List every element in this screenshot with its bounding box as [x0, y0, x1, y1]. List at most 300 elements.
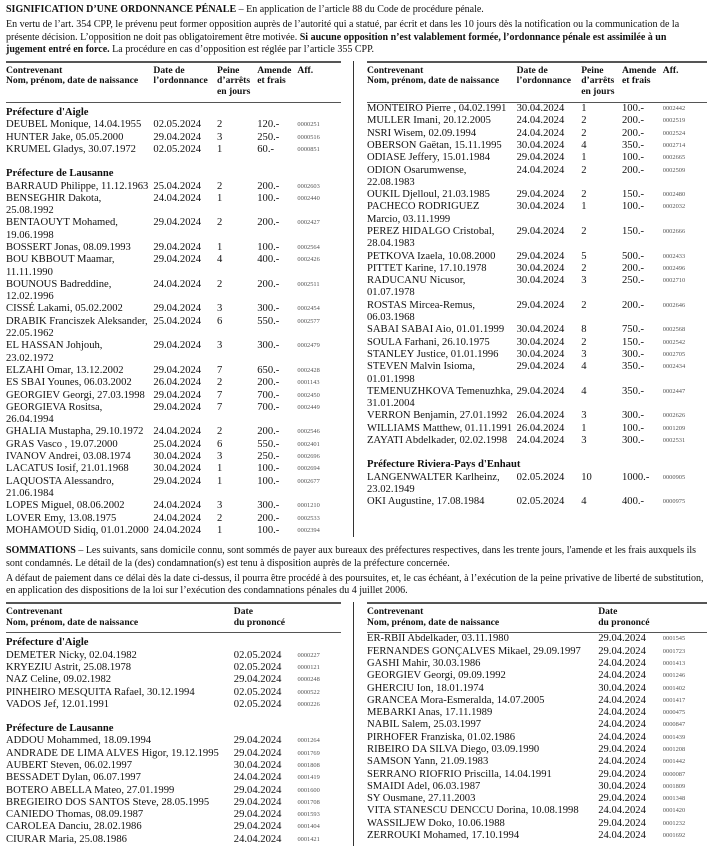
contrevenant-cell: VITA STANESCU DENCCU Dorina, 10.08.1998 [367, 805, 579, 817]
date-cell: 02.05.2024 [233, 649, 282, 661]
table-row [367, 128, 707, 140]
header-date: Date [233, 605, 253, 617]
amende-cell: 200.- [621, 299, 645, 311]
table-row [6, 279, 341, 304]
contrevenant-cell: HUNTER Jake, 05.05.2000 [6, 131, 124, 143]
amende-cell: 550.- [257, 315, 280, 327]
ordonnance-columns [6, 61, 707, 537]
header-date-2: l’ordonnance [516, 75, 571, 87]
peine-cell: 4 [581, 361, 587, 373]
contrevenant-cell: OKI Augustine, 17.08.1984 [367, 496, 485, 508]
table-row [6, 402, 341, 427]
header-nom: Nom, prénom, date de naissance [367, 75, 500, 87]
table-row [6, 254, 341, 279]
table-row [6, 463, 341, 475]
contrevenant-cell: KRUMEL Gladys, 30.07.1972 [6, 143, 136, 155]
contrevenant-cell: OUKIL Djelloul, 21.03.1985 [367, 189, 490, 201]
table-row [367, 152, 707, 164]
date-cell: 02.05.2024 [153, 143, 202, 155]
contrevenant-cell: LANGENWALTER Karlheinz, 23.02.1949 [367, 471, 500, 495]
aff-number: 0002428 [297, 366, 320, 374]
contrevenant-cell: BREGIEIRO DOS SANTOS Steve, 28.05.1995 [6, 796, 210, 808]
table-row [367, 769, 707, 781]
aff-number: 0002705 [662, 350, 686, 358]
contrevenant-cell: GHERCIU Ion, 18.01.1974 [367, 682, 484, 694]
aff-number: 0000851 [297, 145, 320, 153]
prefecture-heading [6, 719, 341, 735]
table-row [6, 426, 341, 438]
contrevenant-cell: ER-RBII Abdelkader, 03.11.1980 [367, 633, 509, 645]
aff-number: 0002480 [662, 191, 686, 199]
table-row [6, 365, 341, 377]
table-row [367, 386, 707, 411]
aff-number: 0002714 [662, 141, 686, 149]
amende-cell: 100.- [257, 463, 280, 475]
contrevenant-cell: AUBERT Steven, 06.02.1997 [6, 760, 132, 771]
contrevenant-cell: DRABIK Franciszek Aleksander, 22.05.1962 [6, 315, 148, 340]
header-contrevenant: Contrevenant [6, 605, 63, 617]
aff-number: 0001692 [662, 832, 686, 840]
amende-cell: 200.- [621, 164, 645, 176]
table-row [367, 251, 707, 263]
amende-cell: 250.- [257, 451, 280, 463]
amende-cell: 550.- [257, 438, 280, 450]
amende-cell: 300.- [621, 435, 645, 447]
header-amende-2: et frais [257, 75, 286, 87]
date-cell: 24.04.2024 [516, 127, 565, 139]
peine-cell: 5 [581, 250, 587, 262]
header-contrevenant: Contrevenant [6, 64, 63, 76]
table-row [367, 732, 707, 744]
aff-number: 0001723 [662, 647, 686, 655]
contrevenant-cell: ZAYATI Abdelkader, 02.02.1998 [367, 435, 508, 447]
table-row [367, 189, 707, 201]
date-cell: 24.04.2024 [153, 278, 202, 290]
amende-cell: 750.- [621, 324, 645, 336]
aff-number: 0002577 [297, 317, 320, 325]
aff-number: 0002426 [297, 256, 320, 264]
amende-cell: 200.- [621, 127, 645, 139]
table-row [367, 658, 707, 670]
peine-cell: 2 [581, 189, 587, 201]
peine-cell: 3 [217, 303, 223, 315]
aff-number: 0001232 [662, 819, 686, 827]
peine-cell: 2 [581, 164, 587, 176]
table-row [367, 744, 707, 756]
contrevenant-cell: BOU KBBOUT Maamar, 11.11.1990 [6, 254, 115, 278]
prefecture-heading [6, 164, 341, 180]
contrevenant-cell: BENTAOUYT Mohamed, 19.06.1998 [6, 217, 118, 241]
date-cell: 30.04.2024 [516, 201, 565, 213]
aff-number: 0001404 [297, 823, 320, 831]
table-row [6, 303, 341, 315]
aff-number: 0002646 [662, 301, 686, 309]
table-row [367, 201, 707, 226]
sommations-text: A défaut de paiement dans ce délai dès la date ci-dessus, il pourra être procédé à des poursuites, et, le cas échéant, à l’exécution de la peine privative de liberté de substitution, en application des dispositions de la loi sur l’exécution des condamnations pénales du 4 juillet 2006. [6, 572, 704, 597]
date-cell: 30.04.2024 [153, 451, 202, 463]
date-cell: 02.05.2024 [153, 119, 202, 131]
contrevenant-cell: GASHI Mahir, 30.03.1986 [367, 657, 481, 669]
contrevenant-cell: WILLIAMS Matthew, 01.11.1991 [367, 422, 513, 434]
table-row [6, 699, 341, 711]
table-row [367, 633, 707, 646]
peine-cell: 6 [217, 438, 223, 450]
peine-cell: 3 [217, 500, 223, 512]
amende-cell: 200.- [257, 278, 280, 290]
contrevenant-cell: GEORGIEV Georgi, 09.09.1992 [367, 670, 506, 682]
contrevenant-cell: MULLER Imani, 20.12.2005 [367, 115, 491, 127]
contrevenant-cell: PINHEIRO MESQUITA Rafael, 30.12.1994 [6, 686, 195, 698]
date-cell: 29.04.2024 [153, 217, 202, 229]
amende-cell: 200.- [257, 512, 280, 524]
aff-number: 0000516 [297, 133, 320, 141]
date-cell: 24.04.2024 [516, 435, 565, 447]
amende-cell: 400.- [621, 496, 645, 508]
contrevenant-cell: NAZ Celine, 09.02.1982 [6, 674, 112, 686]
ordonnance-left-rows [6, 103, 341, 538]
amende-cell: 300.- [621, 348, 645, 360]
date-cell: 24.04.2024 [153, 500, 202, 512]
aff-number: 0001442 [662, 758, 686, 766]
date-cell: 30.04.2024 [233, 760, 282, 771]
amende-cell: 250.- [621, 275, 645, 287]
date-cell: 29.04.2024 [153, 340, 202, 352]
prefecture-name: Préfecture de Lausanne [6, 723, 114, 735]
table-row [367, 805, 707, 817]
contrevenant-cell: SMAIDI Adel, 06.03.1987 [367, 780, 481, 792]
aff-number: 0002546 [297, 428, 320, 436]
contrevenant-cell: ES SBAI Younes, 06.03.2002 [6, 377, 132, 389]
table-row [6, 821, 341, 833]
ordonnance-text: En vertu de l’art. 354 CPP, le prévenu peut former opposition auprès de l’autorité qui a statué, par écrit et dans les 10 jours dès la notification ou la communication de la présente décision. L’opposition ne doit pas obligatoirement être motivée. [6, 19, 680, 43]
contrevenant-cell: PETKOVA Izaela, 10.08.2000 [367, 250, 496, 262]
aff-number: 0002401 [297, 440, 320, 448]
amende-cell: 300.- [257, 500, 280, 512]
table-row [367, 472, 707, 497]
date-cell: 02.05.2024 [233, 698, 282, 710]
peine-cell: 4 [217, 254, 223, 266]
table-row [6, 144, 341, 156]
date-cell: 26.04.2024 [153, 377, 202, 389]
table-row [367, 337, 707, 349]
date-cell: 24.04.2024 [233, 833, 282, 845]
table-row [6, 217, 341, 242]
contrevenant-cell: TEMENUZHKOVA Temenuzhka, 31.01.2004 [367, 385, 513, 410]
contrevenant-cell: VERRON Benjamin, 27.01.1992 [367, 410, 508, 422]
table-row [6, 687, 341, 699]
header-peine-2: d’arrêts [217, 75, 251, 87]
peine-cell: 8 [581, 324, 587, 336]
date-cell: 25.04.2024 [153, 315, 202, 327]
table-row [367, 349, 707, 361]
table-header [6, 603, 341, 633]
date-cell: 30.04.2024 [516, 139, 565, 151]
sommations-title: SOMMATIONS [6, 545, 76, 557]
table-header [367, 62, 707, 103]
aff-number: 0001808 [297, 762, 320, 769]
aff-number: 0002603 [297, 182, 320, 190]
header-contrevenant: Contrevenant [367, 64, 424, 76]
table-row [367, 818, 707, 830]
table-row [6, 834, 341, 846]
peine-cell: 2 [217, 119, 223, 131]
contrevenant-cell: GRAS Vasco , 19.07.2000 [6, 438, 118, 450]
contrevenant-cell: ELZAHI Omar, 13.12.2002 [6, 364, 124, 376]
amende-cell: 300.- [257, 303, 280, 315]
table-row [6, 662, 341, 674]
contrevenant-cell: CISSÉ Lakami, 05.02.2002 [6, 303, 123, 315]
date-cell: 29.04.2024 [598, 633, 646, 645]
peine-cell: 4 [581, 496, 587, 508]
contrevenant-cell: MONTEIRO Pierre , 04.02.1991 [367, 103, 507, 115]
date-cell: 29.04.2024 [233, 674, 282, 686]
contrevenant-cell: ZERROUKI Mohamed, 17.10.1994 [367, 830, 520, 842]
date-cell: 29.04.2024 [516, 152, 565, 164]
contrevenant-cell: NSRI Wisem, 02.09.1994 [367, 127, 477, 139]
table-row [6, 525, 341, 537]
date-cell: 29.04.2024 [598, 768, 646, 780]
aff-number: 0000522 [297, 688, 320, 696]
aff-number: 0001421 [297, 835, 320, 843]
contrevenant-cell: SERRANO RIOFRIO Priscilla, 14.04.1991 [367, 768, 552, 780]
amende-cell: 350.- [621, 361, 645, 373]
contrevenant-cell: SAMSON Yann, 21.09.1983 [367, 756, 489, 768]
aff-number: 0002450 [297, 391, 320, 399]
aff-number: 0001246 [662, 672, 686, 680]
peine-cell: 1 [217, 192, 223, 204]
ordonnance-title-suffix: – En application de l’article 88 du Code de procédure pénale. [236, 4, 484, 15]
contrevenant-cell: STEVEN Malvin Isioma, 01.01.1998 [367, 361, 475, 385]
aff-number: 0001545 [662, 635, 686, 643]
amende-cell: 100.- [257, 524, 280, 536]
table-row [367, 226, 707, 251]
date-cell: 24.04.2024 [153, 192, 202, 204]
section-gap [367, 447, 707, 455]
aff-number: 0002447 [662, 387, 686, 395]
contrevenant-cell: ROSTAS Mircea-Remus, 06.03.1968 [367, 299, 476, 324]
amende-cell: 300.- [621, 410, 645, 422]
amende-cell: 250.- [257, 131, 280, 143]
amende-cell: 200.- [257, 217, 280, 229]
amende-cell: 300.- [257, 340, 280, 352]
peine-cell: 7 [217, 401, 223, 413]
contrevenant-cell: BESSADET Dylan, 06.07.1997 [6, 772, 141, 784]
amende-cell: 200.- [257, 377, 280, 389]
peine-cell: 2 [581, 299, 587, 311]
table-row [6, 772, 341, 784]
peine-cell: 2 [217, 278, 223, 290]
header-amende: Amende [257, 64, 292, 76]
aff-number: 0002626 [662, 412, 686, 420]
aff-number: 0002479 [297, 342, 320, 350]
peine-cell: 1 [217, 475, 223, 487]
peine-cell: 3 [581, 435, 587, 447]
contrevenant-cell: SY Ousmane, 27.11.2003 [367, 793, 476, 805]
table-row [367, 695, 707, 707]
aff-number: 0001708 [297, 798, 320, 806]
contrevenant-cell: VADOS Jef, 12.01.1991 [6, 698, 110, 710]
table-header [6, 62, 341, 103]
contrevenant-cell: MEBARKI Anas, 17.11.1989 [367, 707, 493, 719]
aff-number: 0001769 [297, 749, 320, 757]
date-cell: 29.04.2024 [516, 361, 565, 373]
table-row [6, 451, 341, 463]
peine-cell: 1 [581, 201, 587, 213]
aff-number: 0001439 [662, 733, 686, 741]
prefecture-name: Préfecture d'Aigle [6, 637, 89, 649]
header-aff: Aff. [297, 64, 314, 76]
date-cell: 02.05.2024 [233, 686, 282, 698]
date-cell: 24.04.2024 [598, 756, 646, 768]
date-cell: 25.04.2024 [153, 438, 202, 450]
header-contrevenant: Contrevenant [367, 605, 424, 617]
header-peine-2: d’arrêts [581, 75, 615, 87]
amende-cell: 700.- [257, 389, 280, 401]
amende-cell: 120.- [257, 119, 280, 131]
table-row [6, 242, 341, 254]
amende-cell: 150.- [621, 189, 645, 201]
ordonnance-title: SIGNIFICATION D’UNE ORDONNANCE PÉNALE [6, 4, 237, 15]
date-cell: 24.04.2024 [598, 657, 646, 669]
prefecture-name: Préfecture Riviera-Pays d'Enhaut [367, 459, 521, 471]
table-row [6, 316, 341, 341]
contrevenant-cell: DEMETER Nicky, 02.04.1982 [6, 649, 137, 661]
aff-number: 0000121 [297, 663, 320, 671]
table-row [6, 735, 341, 747]
amende-cell: 200.- [621, 262, 645, 274]
peine-cell: 7 [217, 389, 223, 401]
table-row [6, 193, 341, 218]
table-row [367, 324, 707, 336]
aff-number: 0001413 [662, 659, 686, 667]
contrevenant-cell: ADDOU Mohammed, 18.09.1994 [6, 735, 152, 747]
table-row [6, 119, 341, 131]
table-row [6, 513, 341, 525]
date-cell: 30.04.2024 [153, 463, 202, 475]
amende-cell: 1000.- [621, 471, 650, 483]
table-row [367, 410, 707, 422]
contrevenant-cell: LOPES Miguel, 08.06.2002 [6, 500, 125, 512]
contrevenant-cell: CAROLEA Danciu, 28.02.1986 [6, 821, 142, 833]
aff-number: 0000251 [297, 121, 320, 129]
peine-cell: 2 [217, 180, 223, 192]
date-cell: 29.04.2024 [233, 747, 282, 759]
contrevenant-cell: GRANCEA Mora-Esmeralda, 14.07.2005 [367, 694, 545, 706]
table-row [367, 756, 707, 768]
table-row [367, 263, 707, 275]
table-row [367, 683, 707, 695]
contrevenant-cell: DEUBEL Monique, 14.04.1955 [6, 119, 142, 131]
contrevenant-cell: LAQUOSTA Alessandro, 21.06.1984 [6, 475, 115, 499]
aff-number: 0000226 [297, 700, 320, 708]
peine-cell: 2 [217, 426, 223, 438]
aff-number: 0002696 [297, 453, 320, 461]
date-cell: 24.04.2024 [598, 707, 646, 719]
date-cell: 24.04.2024 [516, 164, 565, 176]
peine-cell: 1 [581, 152, 587, 164]
amende-cell: 100.- [257, 241, 280, 253]
peine-cell: 3 [217, 340, 223, 352]
date-cell: 25.04.2024 [153, 180, 202, 192]
contrevenant-cell: RIBEIRO DA SILVA Diego, 03.09.1990 [367, 744, 540, 755]
contrevenant-cell: CIURAR Maria, 25.08.1986 [6, 833, 127, 845]
peine-cell: 2 [581, 262, 587, 274]
aff-number: 0000475 [662, 709, 686, 717]
table-row [6, 377, 341, 389]
contrevenant-cell: EL HASSAN Johjouh, 23.02.1972 [6, 340, 103, 364]
table-row [6, 797, 341, 809]
aff-number: 0002568 [662, 326, 686, 334]
amende-cell: 200.- [257, 426, 280, 438]
aff-number: 0002394 [297, 526, 320, 534]
contrevenant-cell: SABAI SABAI Aio, 01.01.1999 [367, 324, 505, 336]
prefecture-heading [6, 633, 341, 650]
contrevenant-cell: STANLEY Justice, 01.01.1996 [367, 348, 499, 360]
peine-cell: 1 [581, 422, 587, 434]
contrevenant-cell: LACATUS Iosif, 21.01.1968 [6, 463, 129, 475]
aff-number: 0002496 [662, 264, 686, 272]
amende-cell: 350.- [621, 385, 645, 397]
aff-number: 0002434 [662, 363, 686, 371]
peine-cell: 1 [217, 524, 223, 536]
aff-number: 0001600 [297, 786, 320, 794]
header-nom: Nom, prénom, date de naissance [367, 616, 500, 628]
date-cell: 29.04.2024 [153, 303, 202, 315]
aff-number: 0002665 [662, 154, 686, 162]
date-cell: 24.04.2024 [233, 772, 282, 784]
table-row [367, 781, 707, 793]
contrevenant-cell: BOUNOUS Badreddine, 12.02.1996 [6, 278, 112, 303]
date-cell: 24.04.2024 [598, 830, 646, 842]
amende-cell: 100.- [257, 475, 280, 487]
date-cell: 29.04.2024 [233, 809, 282, 821]
aff-number: 0001209 [662, 424, 686, 432]
table-row [367, 165, 707, 190]
contrevenant-cell: PEREZ HIDALGO Cristobal, 28.04.1983 [367, 225, 495, 250]
contrevenant-cell: NABIL Salem, 25.03.1997 [367, 719, 482, 731]
table-row [6, 439, 341, 451]
date-cell: 29.04.2024 [516, 225, 565, 237]
contrevenant-cell: PITTET Karine, 17.10.1978 [367, 262, 487, 274]
amende-cell: 100.- [621, 152, 645, 164]
aff-number: 0002531 [662, 437, 686, 445]
aff-number: 0002677 [297, 477, 320, 485]
sommations-table-right [367, 602, 707, 843]
peine-cell: 2 [217, 512, 223, 524]
contrevenant-cell: FERNANDES GONÇALVES Mikael, 29.09.1997 [367, 645, 581, 657]
peine-cell: 2 [217, 377, 223, 389]
table-row [367, 361, 707, 386]
sommations-intro [6, 545, 707, 598]
aff-number: 0001210 [297, 502, 320, 510]
section-gap [6, 711, 341, 719]
contrevenant-cell: MOHAMOUD Sidiq, 01.01.2000 [6, 524, 149, 536]
date-cell: 29.04.2024 [516, 385, 565, 397]
date-cell: 29.04.2024 [598, 817, 646, 829]
peine-cell: 10 [581, 471, 592, 483]
contrevenant-cell: BENSEGHIR Dakota, 25.08.1992 [6, 192, 102, 217]
contrevenant-cell: BOTERO ABELLA Mateo, 27.01.1999 [6, 784, 175, 796]
date-cell: 30.04.2024 [516, 262, 565, 274]
table-row [367, 496, 707, 508]
peine-cell: 3 [217, 451, 223, 463]
peine-cell: 3 [217, 131, 223, 143]
date-cell: 30.04.2024 [516, 275, 565, 287]
peine-cell: 2 [581, 336, 587, 348]
header-nom: Nom, prénom, date de naissance [6, 75, 139, 87]
aff-number: 0002694 [297, 465, 320, 473]
peine-cell: 2 [581, 115, 587, 127]
